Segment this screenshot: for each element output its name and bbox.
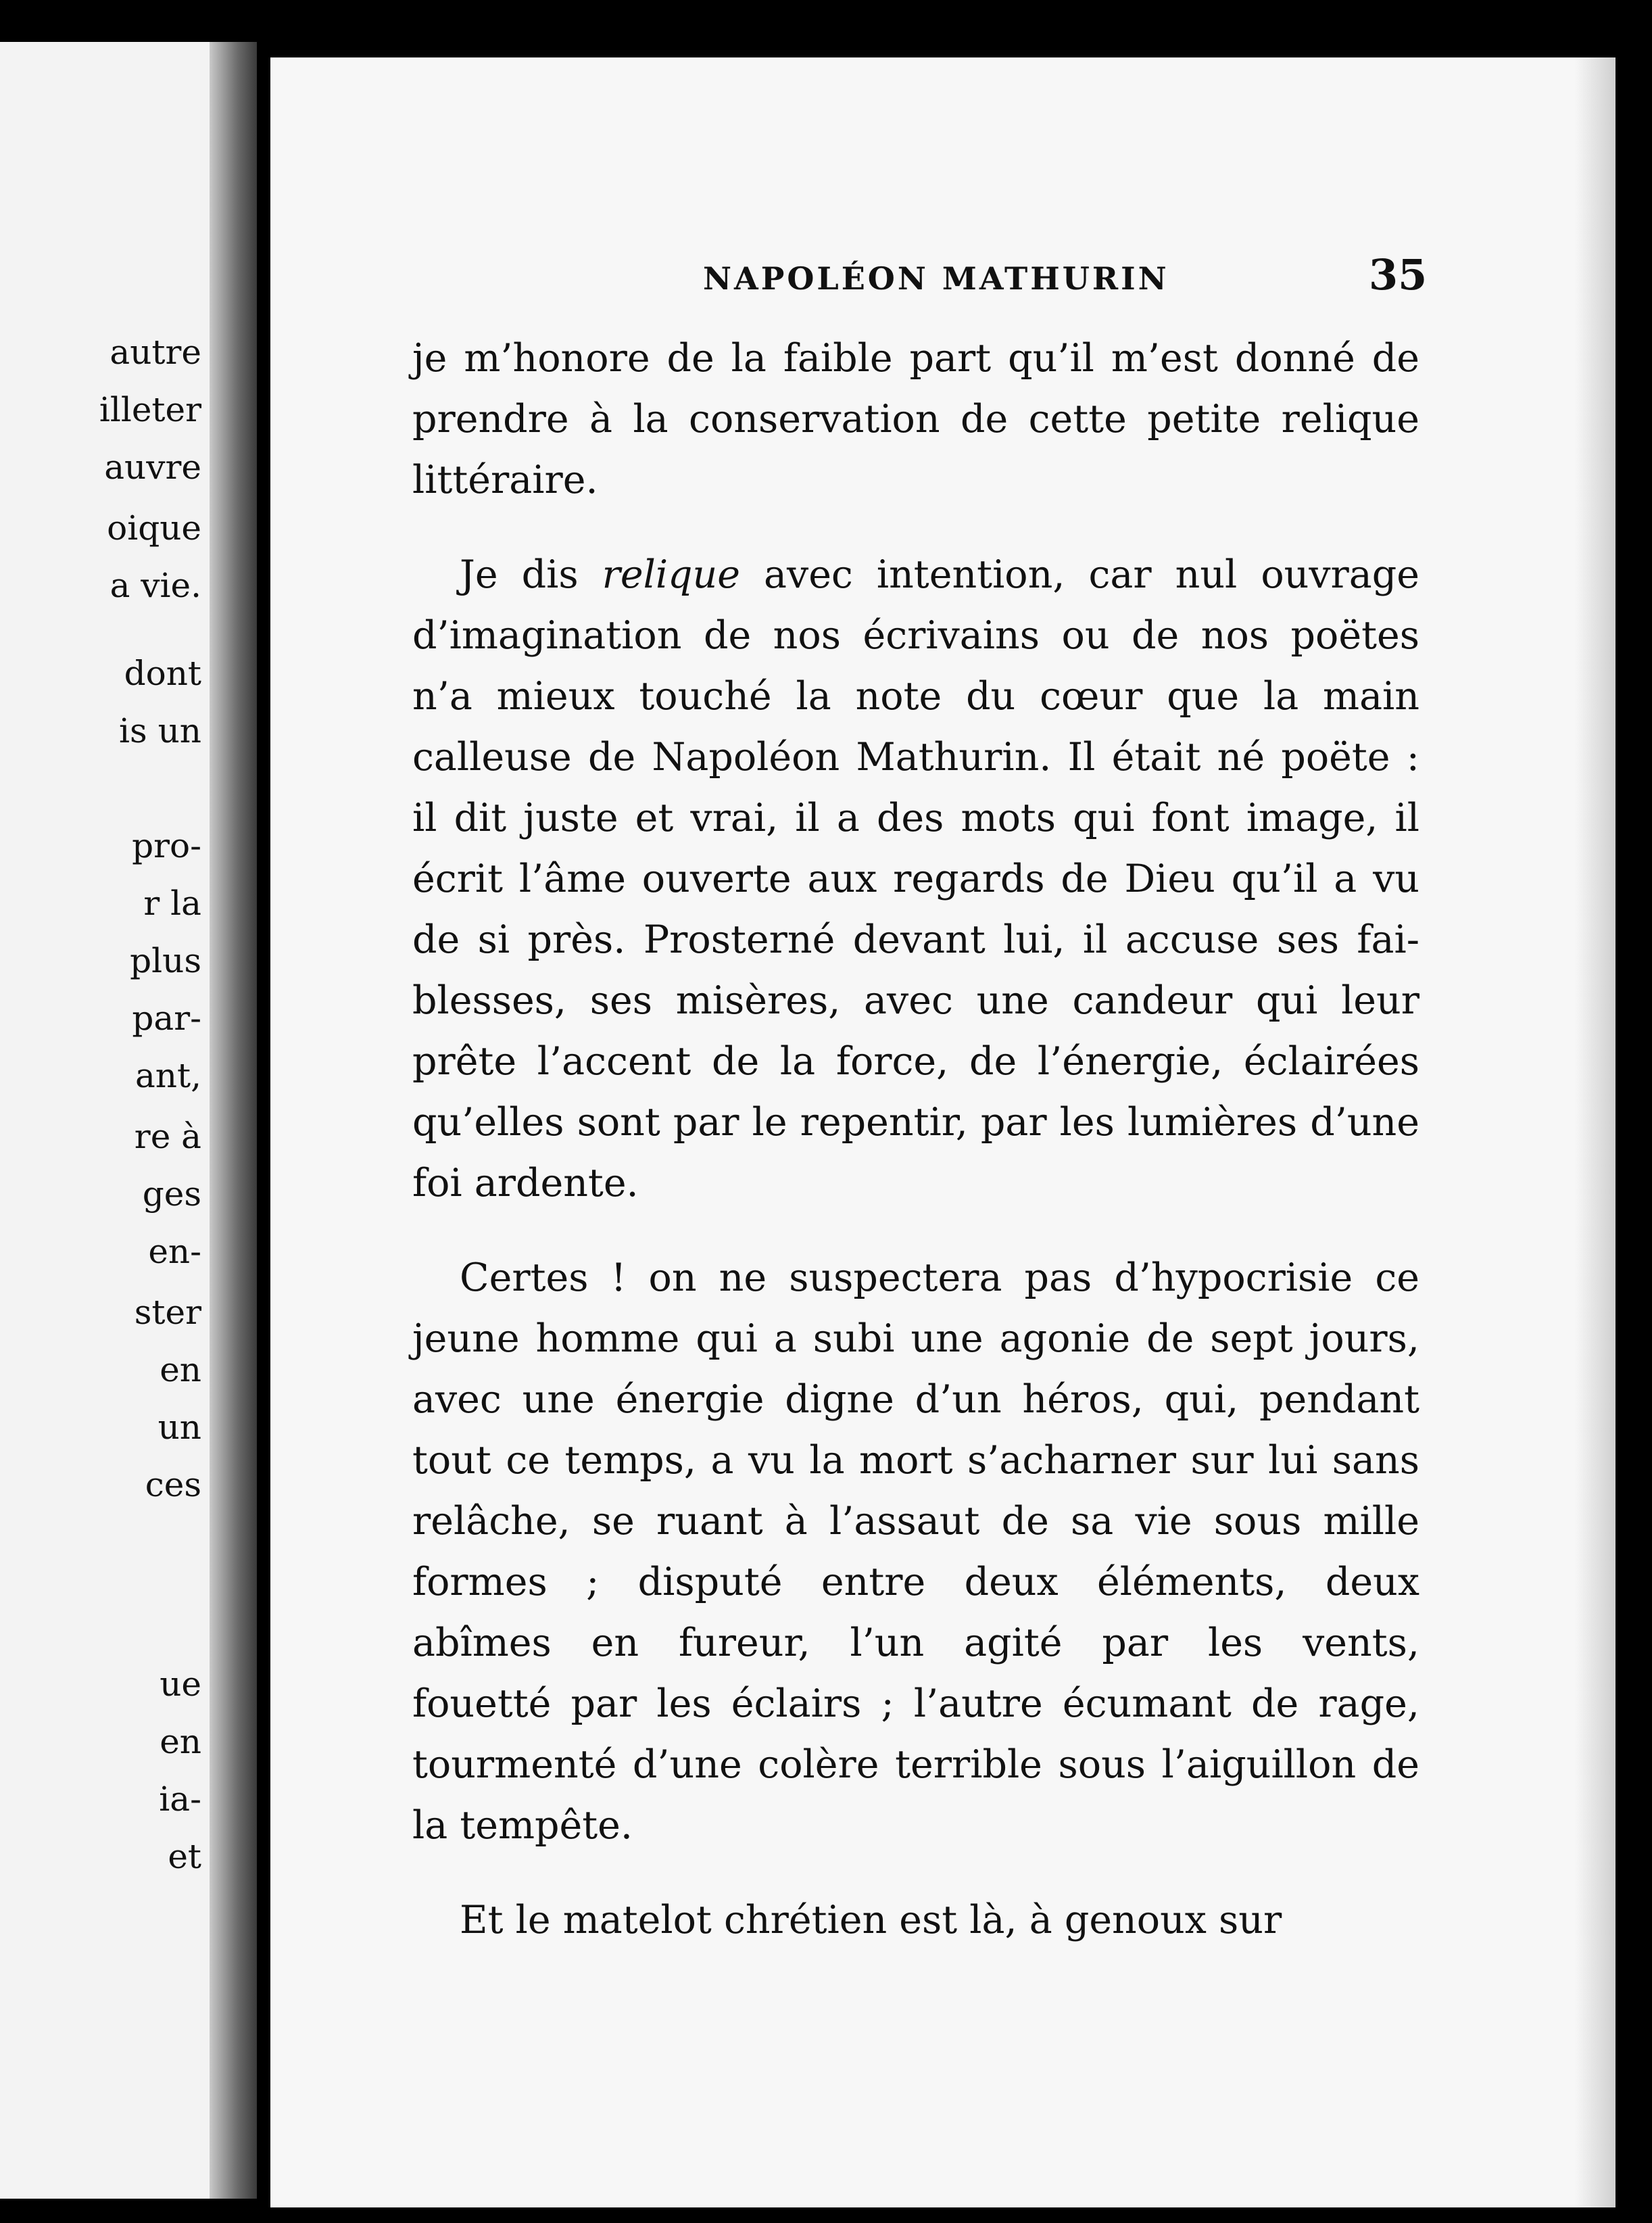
- previous-page-line: et: [168, 1837, 201, 1876]
- previous-page-line: autre: [110, 333, 201, 372]
- text-line: Je dis relique avec intention, car nul ouvrage: [460, 552, 1419, 597]
- text-line: la tempête.: [412, 1803, 633, 1848]
- text-line: avec une énergie digne d’un héros, qui, pendant: [412, 1377, 1419, 1422]
- text-line: relâche, se ruant à l’assaut de sa vie sous mille: [412, 1499, 1419, 1544]
- previous-page-line: par-: [132, 999, 201, 1038]
- previous-page-line: en-: [148, 1232, 201, 1271]
- previous-page-line: ces: [145, 1465, 201, 1504]
- text-line: n’a mieux touché la note du cœur que la main: [412, 674, 1419, 719]
- text-line: de si près. Prosterné devant lui, il accuse ses fai-: [412, 917, 1419, 962]
- text-line: jeune homme qui a subi une agonie de sept jours,: [412, 1316, 1419, 1361]
- text-line: je m’honore de la faible part qu’il m’est donné de: [412, 336, 1419, 381]
- previous-page-line: ant,: [135, 1056, 201, 1095]
- previous-page-line: a vie.: [110, 566, 201, 605]
- text-line: littéraire.: [412, 458, 598, 502]
- text-line: fouetté par les éclairs ; l’autre écumant de rage,: [412, 1681, 1419, 1726]
- previous-page-line: ue: [160, 1665, 201, 1704]
- text-line: d’imagination de nos écrivains ou de nos poëtes: [412, 613, 1419, 658]
- paragraph: [412, 544, 1419, 1214]
- running-title: NAPOLÉON MATHURIN: [703, 260, 1169, 297]
- text-line: calleuse de Napoléon Mathurin. Il était né poëte :: [412, 735, 1419, 780]
- current-page: [270, 57, 1615, 2207]
- text-line: abîmes en fureur, l’un agité par les vents,: [412, 1621, 1419, 1665]
- previous-page-line: auvre: [104, 448, 201, 487]
- text-line: prendre à la conservation de cette petite relique: [412, 397, 1419, 441]
- paragraph: [412, 1890, 1419, 1951]
- previous-page-line: re à: [134, 1117, 201, 1156]
- previous-page-line: oique: [107, 508, 201, 548]
- previous-page-line: ges: [142, 1174, 201, 1214]
- page-edge-shadow: [1575, 57, 1615, 2207]
- previous-page-line: en: [160, 1350, 201, 1389]
- body-text: [412, 328, 1419, 1984]
- previous-page-line: en: [160, 1722, 201, 1761]
- text-line: prête l’accent de la force, de l’énergie, éclairées: [412, 1039, 1419, 1084]
- text-line: il dit juste et vrai, il a des mots qui font image, il: [412, 796, 1419, 840]
- previous-page-line: illeter: [99, 390, 201, 429]
- previous-page-line: ia-: [159, 1779, 201, 1819]
- previous-page-line: plus: [130, 941, 201, 980]
- text-line: qu’elles sont par le repentir, par les lumières d’une: [412, 1100, 1419, 1145]
- previous-page-line: un: [157, 1408, 201, 1447]
- text-line: Et le matelot chrétien est là, à genoux sur: [460, 1898, 1282, 1942]
- book-gutter: [210, 42, 257, 2199]
- text-line: foi ardente.: [412, 1161, 639, 1205]
- text-line: formes ; disputé entre deux éléments, deux: [412, 1560, 1419, 1604]
- page-number: 35: [1369, 250, 1428, 300]
- text-line: Certes ! on ne suspectera pas d’hypocrisie ce: [460, 1256, 1419, 1300]
- paragraph: [412, 1247, 1419, 1856]
- previous-page-line: pro-: [132, 826, 201, 865]
- previous-page: [0, 42, 257, 2199]
- previous-page-line: dont: [124, 654, 201, 693]
- paragraph: [412, 328, 1419, 510]
- previous-page-line: is un: [119, 711, 201, 750]
- previous-page-line: ster: [134, 1293, 201, 1332]
- previous-page-line: r la: [143, 884, 201, 923]
- text-line: écrit l’âme ouverte aux regards de Dieu qu’il a vu: [412, 857, 1419, 901]
- text-line: tout ce temps, a vu la mort s’acharner sur lui sans: [412, 1438, 1419, 1483]
- text-line: blesses, ses misères, avec une candeur qui leur: [412, 978, 1419, 1023]
- text-line: tourmenté d’une colère terrible sous l’aiguillon de: [412, 1742, 1419, 1787]
